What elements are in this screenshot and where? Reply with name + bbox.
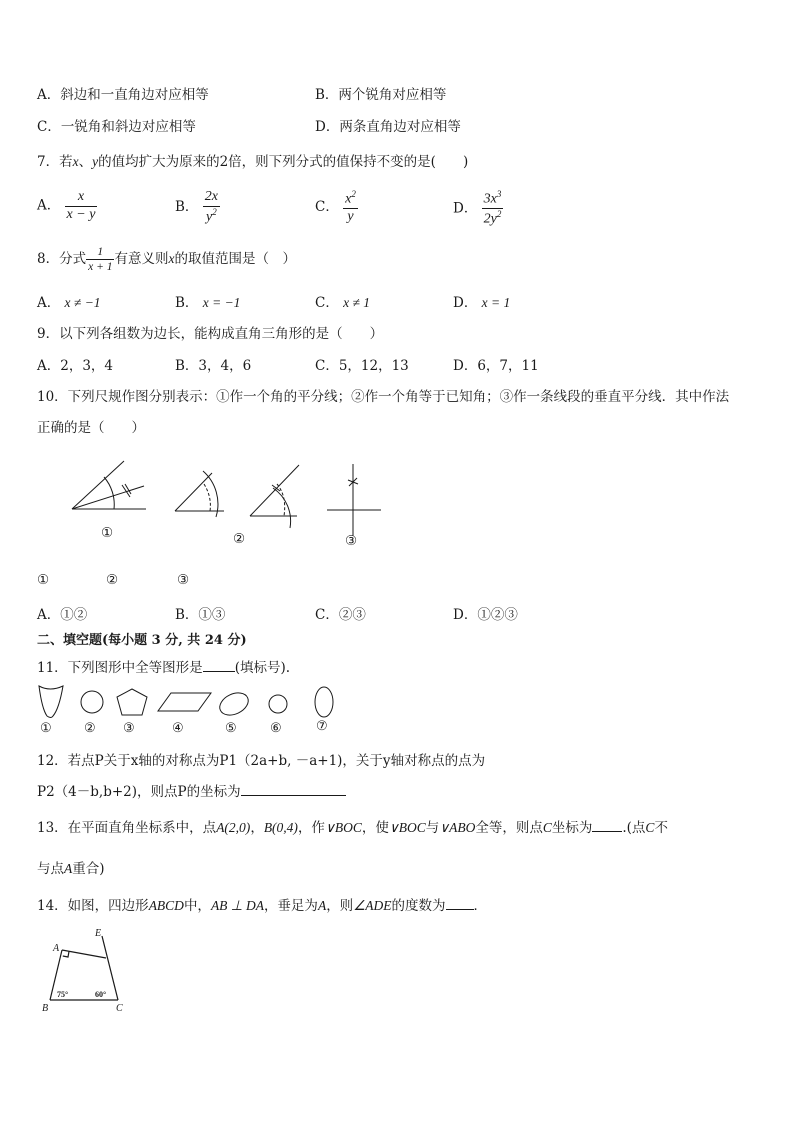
q7-option-c (315, 190, 358, 225)
q7-b-den-base: y (205, 209, 213, 225)
q7-var-x: x (72, 154, 79, 169)
q13-mid5: 坐标为 (551, 820, 593, 836)
q13-tail2: 不 (654, 820, 668, 836)
q8-d-text: x = 1 (481, 295, 511, 310)
q14-label-c: C (116, 1003, 123, 1014)
q13-point-c: C (542, 820, 552, 835)
q11-shape-6 (269, 695, 287, 713)
q7-c-num (343, 190, 358, 209)
q11-label-3: ③ (123, 721, 135, 736)
q7-option-a (37, 190, 97, 222)
q7-frac-a (65, 190, 98, 222)
q7-a-num: x (65, 190, 98, 207)
q9-option-a: A．2，3，4 (37, 358, 114, 374)
q8-suffix: 的取值范围是（ ） (174, 251, 296, 268)
q8-den: x + 1 (88, 261, 113, 274)
q14-perp: AB ⊥ DA (210, 898, 264, 913)
q11-shapes (36, 683, 346, 723)
q7-stem-suffix: 的值均扩大为原来的2倍，则下列分式的值保持不变的是( ) (98, 154, 469, 170)
q14-angle-c: 60° (95, 990, 107, 999)
q8-label-c: C． (315, 295, 339, 311)
q13-answer-blank[interactable] (592, 831, 622, 832)
q11-label-4: ④ (172, 721, 184, 736)
q7-frac-c (343, 190, 358, 225)
q14-end: ． (473, 898, 488, 914)
q10-stem-line1: 10．下列尺规作图分别表示：①作一个角的平分线；②作一个角等于已知角；③作一条线段的垂直平分线．其中作法 (37, 389, 730, 405)
q14-label-b: B (42, 1003, 49, 1014)
q13-tri-abo: ∨ABO (439, 820, 476, 835)
q13-tri-boc-1: ∨BOC (324, 820, 362, 835)
q10-option-d: D．①②③ (453, 607, 518, 623)
q10-option-a: A．①② (37, 607, 88, 623)
q7-d-den (482, 209, 504, 227)
q9-option-d: D．6，7，11 (453, 358, 539, 374)
q13-line2-suffix: 重合) (72, 861, 105, 877)
q10-stem-line2: 正确的是（ ） (37, 420, 145, 436)
q11-shape-1 (39, 686, 63, 718)
q7-c-num-exp: 2 (351, 189, 356, 199)
q8-num: 1 (86, 246, 114, 260)
q10-mark-3: ③ (177, 572, 190, 588)
q14-mid3: ，则 (326, 898, 354, 914)
q13-point-b: B(0,4) (263, 820, 298, 835)
section-2-title: 二、填空题(每小题 3 分, 共 24 分) (37, 633, 247, 648)
q7-d-den-base: 2y (483, 212, 497, 227)
q13-line2 (37, 857, 105, 877)
q7-label-c: C． (315, 199, 339, 216)
q7-d-num (482, 190, 504, 209)
q13-prefix: 13．在平面直角坐标系中，点 (37, 820, 217, 836)
q6-option-d: D．两条直角边对应相等 (315, 119, 461, 135)
q7-frac-b (203, 190, 220, 225)
q9-option-c: C．5，12，13 (315, 358, 409, 374)
q9-option-b: B．3，4，6 (175, 358, 252, 374)
q8-option-a (37, 291, 101, 311)
q8-stem (37, 246, 296, 273)
q7-b-den-exp: 2 (212, 206, 217, 217)
q7-sep: 、 (78, 154, 93, 170)
q13-line1 (37, 816, 668, 836)
q10-figure-2 (172, 455, 232, 525)
q10-mark-1: ① (37, 572, 50, 588)
q7-b-den (203, 207, 220, 225)
q13-comma: ， (250, 820, 264, 836)
q14-angle-b: 75° (57, 990, 69, 999)
q12-line2-prefix: P2（4－b,b+2)，则点P的坐标为 (37, 784, 241, 800)
q8-option-d (453, 291, 510, 311)
q8-var: x (168, 251, 175, 267)
q12-line1: 12．若点P关于x轴的对称点为P1（2a+b, －a+1)，关于y轴对称点的点为 (37, 753, 486, 769)
q7-d-num-base: 3x (483, 191, 497, 207)
q7-a-den: x − y (66, 206, 96, 222)
q14-suffix: 的度数为 (391, 898, 446, 914)
q7-d-num-exp: 3 (496, 189, 502, 199)
q7-c-num-base: x (345, 191, 352, 207)
q14-label-a: A (53, 943, 60, 954)
q7-label-b: B． (175, 199, 199, 216)
q6-option-c: C．一锐角和斜边对应相等 (37, 119, 196, 135)
q11-label-2: ② (84, 721, 96, 736)
q13-mid3: 与 (425, 820, 440, 836)
q7-var-y: y (92, 154, 99, 169)
q7-option-d (453, 190, 503, 228)
q11-label-1: ① (40, 721, 52, 736)
q11-shape-4 (158, 693, 211, 711)
q10-mark-2: ② (106, 572, 119, 588)
q8-b-text: x = −1 (202, 295, 241, 310)
q8-option-c (315, 291, 370, 311)
q8-middle: 有意义则 (114, 251, 169, 268)
q14-answer-blank[interactable] (446, 909, 474, 910)
q13-mid2: ，使 (361, 820, 389, 836)
q8-prefix: 8．分式 (37, 251, 87, 268)
q13-mid1: ，作 (297, 820, 325, 836)
q13-point-c-2: C (645, 820, 655, 835)
q11-shape-3 (117, 689, 147, 715)
q14-stem (37, 894, 487, 914)
q13-mid4: 全等，则点 (475, 820, 543, 836)
q10-option-c: C．②③ (315, 607, 366, 623)
q9-stem: 9．以下列各组数为边长，能构成直角三角形的是（ ） (37, 326, 384, 342)
q11-stem (37, 656, 290, 676)
q7-c-den: y (347, 209, 354, 225)
q13-point-a-2: A (64, 861, 73, 876)
q7-d-den-exp: 2 (496, 209, 502, 220)
q13-line2-prefix: 与点 (37, 861, 64, 877)
q13-point-a: A(2,0) (216, 820, 251, 835)
q8-a-text: x ≠ −1 (64, 295, 101, 310)
q7-option-b (175, 190, 220, 225)
q7-stem-prefix: 7．若 (37, 154, 73, 170)
q10-figure-label-2: ② (233, 531, 246, 547)
q7-label-a: A． (37, 197, 61, 214)
q11-stem-suffix: (填标号). (234, 660, 291, 676)
q7-frac-d (482, 190, 504, 228)
q11-label-7: ⑦ (316, 719, 328, 734)
q8-c-text: x ≠ 1 (343, 295, 371, 310)
q11-stem-prefix: 11．下列图形中全等图形是 (37, 660, 203, 676)
q6-option-b: B．两个锐角对应相等 (315, 87, 447, 103)
q14-angle: ∠ADE (353, 898, 392, 913)
q10-figure-label-3: ③ (345, 533, 358, 549)
q6-option-a: A．斜边和一直角边对应相等 (37, 87, 209, 103)
q14-quad: ABCD (148, 898, 184, 913)
q11-label-6: ⑥ (270, 721, 282, 736)
q13-tri-boc-2: ∨BOC (388, 820, 426, 835)
q10-figure-label-1: ① (101, 525, 114, 541)
q14-mid1: 中， (183, 898, 211, 914)
q11-answer-blank[interactable] (203, 671, 235, 672)
q8-frac (86, 246, 114, 273)
q14-figure (38, 926, 138, 1016)
q11-shape-5 (216, 689, 252, 720)
q14-mid2: ，垂足为 (263, 898, 318, 914)
q10-figure-3 (247, 460, 307, 535)
q14-point-a: A (317, 898, 327, 913)
q12-line2 (37, 780, 346, 800)
q12-answer-blank[interactable] (241, 795, 346, 796)
q8-option-b (175, 291, 240, 311)
q11-shape-2 (81, 691, 103, 713)
q10-option-b: B．①③ (175, 607, 226, 623)
q14-label-e: E (95, 928, 102, 939)
q7-label-d: D． (453, 200, 478, 217)
q14-prefix: 14．如图，四边形 (37, 898, 149, 914)
q11-label-5: ⑤ (225, 721, 237, 736)
q8-label-b: B． (175, 295, 199, 311)
q8-label-d: D． (453, 295, 478, 311)
q7-stem (37, 150, 468, 170)
q8-label-a: A． (37, 295, 61, 311)
q10-figure-1 (68, 455, 158, 525)
q13-tail1: .(点 (622, 820, 646, 836)
q10-figure-4 (325, 462, 385, 542)
q7-b-num: 2x (203, 190, 220, 207)
q11-shape-7 (315, 687, 333, 717)
